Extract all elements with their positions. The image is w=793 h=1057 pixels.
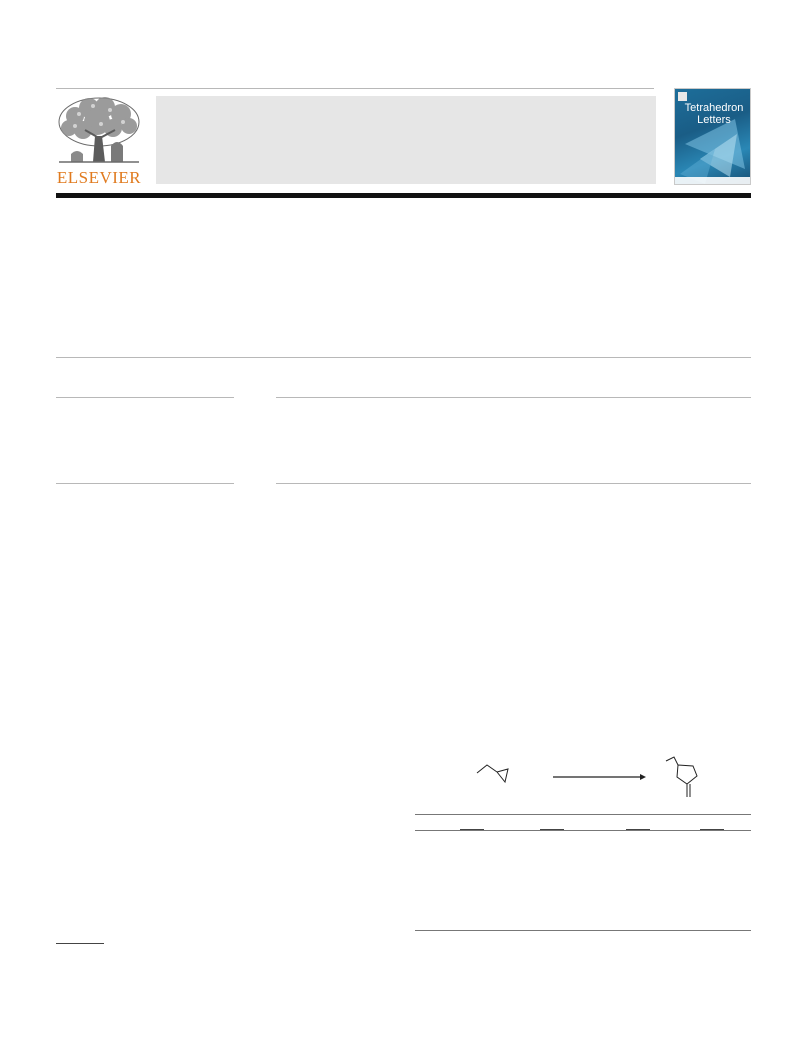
table-column-rule-3 [626,829,650,830]
journal-cover-icon[interactable] [674,88,751,185]
table-column-rule-1 [460,829,484,830]
publisher-name[interactable]: ELSEVIER [56,168,142,187]
journal-cover-title: Tetrahedron Letters [684,102,744,126]
table-header-rule [415,830,751,831]
abstract-top-rule [56,357,751,358]
abstract-bottom-rule [276,483,751,484]
table-column-rule-4 [700,829,724,830]
header-top-rule [56,88,654,89]
cyclic-carbonyl-structure-icon [666,757,697,797]
table-bottom-rule [415,930,751,931]
reaction-arrow-icon [553,774,646,780]
abstract-heading-rule [276,397,751,398]
masthead-box [156,96,656,184]
article-info-top-rule [56,397,234,398]
table-column-rule-2 [540,829,564,830]
cyclopropane-structure-icon [477,765,508,782]
header-heavy-rule [56,193,751,198]
article-info-bottom-rule [56,483,234,484]
reaction-scheme [465,755,725,803]
footnote-rule [56,943,104,944]
table-top-rule [415,814,751,815]
